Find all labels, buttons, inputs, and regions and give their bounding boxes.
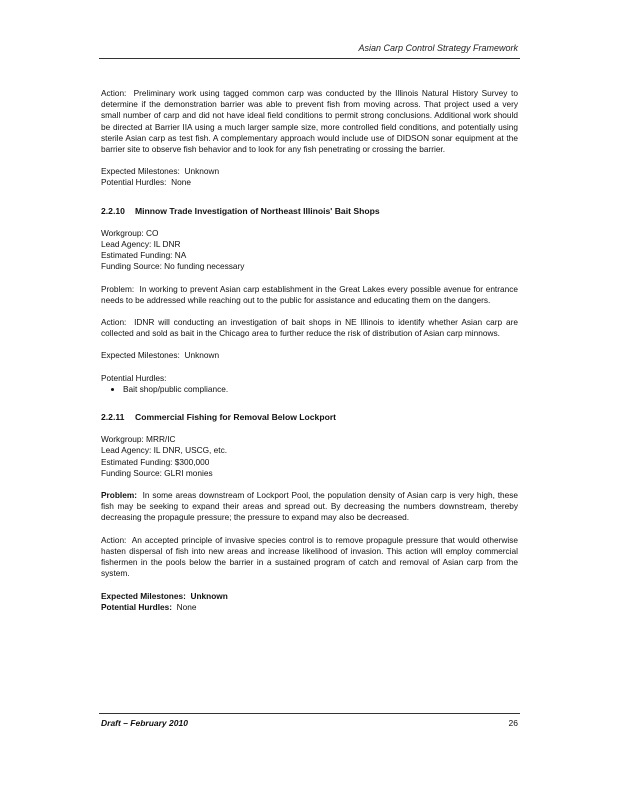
section-2-2-10-milestones: [101, 350, 518, 361]
running-header: Asian Carp Control Strategy Framework: [358, 43, 518, 53]
section-2-2-10-problem: [101, 284, 518, 306]
intro-hurdles: [101, 177, 518, 188]
intro-action-paragraph: [101, 88, 518, 155]
section-2-2-11-estimated-funding: Estimated Funding: $300,000: [101, 456, 210, 467]
section-2-2-11-hurdles-value: None: [176, 601, 197, 612]
section-2-2-10-title: Minnow Trade Investigation of Northeast Illinois' Bait Shops: [135, 205, 380, 216]
intro-action-label: Action:: [101, 88, 127, 98]
intro-milestones: [101, 166, 518, 177]
section-2-2-10-heading: [101, 206, 518, 217]
intro-hurdles-value: None: [171, 177, 191, 188]
section-2-2-10-action-text: IDNR will conducting an investigation of bait shops in NE Illinois to identify whether Asian carp are collected and sold as bait in the Chicago area to further reduce the risk of distribution of Asian carp minnows.: [101, 317, 518, 339]
section-2-2-11-lead-agency: Lead Agency: IL DNR, USCG, etc.: [101, 445, 228, 456]
list-item: • Bait shop/public compliance.: [123, 384, 518, 395]
section-2-2-11-milestones-value: Unknown: [190, 590, 228, 601]
section-2-2-10-action: [101, 317, 518, 339]
section-2-2-11-action-label: Action:: [101, 534, 127, 545]
section-2-2-11-problem-label: Problem:: [101, 490, 137, 501]
section-2-2-10-milestones-value: Unknown: [184, 350, 220, 361]
section-2-2-10-meta: [101, 228, 518, 273]
section-2-2-11-hurdles-label: Potential Hurdles:: [101, 601, 172, 612]
section-2-2-11-milestones: [101, 591, 518, 602]
section-2-2-10-problem-label: Problem:: [101, 283, 135, 294]
section-2-2-10-funding-source: Funding Source: No funding necessary: [101, 261, 245, 272]
section-2-2-11-title: Commercial Fishing for Removal Below Lockport: [135, 412, 337, 423]
section-2-2-11-hurdles: [101, 602, 518, 613]
intro-milestones-value: Unknown: [184, 166, 220, 177]
section-2-2-11-heading: [101, 412, 518, 423]
page-content: [101, 88, 518, 613]
page-number: 26: [508, 718, 518, 728]
section-2-2-11-funding-source: Funding Source: GLRI monies: [101, 467, 213, 478]
section-2-2-11-action-text: An accepted principle of invasive species control is to remove propagule pressure that would otherwise hasten dispersal of fish into new areas and increase likelihood of invasion. This action will employ commercial fishermen in the pools below the barrier in a sustained program of catch and removal of Asian carp from the system.: [101, 534, 518, 579]
section-2-2-11-meta: [101, 434, 518, 479]
section-2-2-11-milestones-label: Expected Milestones:: [101, 590, 186, 601]
section-2-2-11-workgroup: Workgroup: MRR/IC: [101, 434, 176, 445]
section-2-2-10-estimated-funding: Estimated Funding: NA: [101, 250, 187, 261]
intro-milestones-label: Expected Milestones:: [101, 166, 180, 177]
section-2-2-11-problem: [101, 490, 518, 524]
intro-action-text: Preliminary work using tagged common carp was conducted by the Illinois Natural History Survey to determine if the demonstration barrier was able to prevent fish from moving across. That project used a very small number of carp and did not have ideal field conditions to permit strong conclusions. Additional work should be directed at Barrier IIA using a much larger sample size, more controlled field conditions, and potentially using sterile Asian carp as test fish. A complementary approach would include use of DIDSON sonar equipment at the barrier site to observe fish behavior and to look for any fish penetrating or crossing the barrier.: [101, 88, 518, 155]
header-rule: [99, 58, 520, 59]
section-2-2-11-action: [101, 535, 518, 580]
section-2-2-10-problem-text: In working to prevent Asian carp establishment in the Great Lakes every possible avenue for entrance needs to be addressed while reaching out to the public for assistance and educating them on the dangers.: [101, 283, 518, 305]
section-2-2-11-number: 2.2.11: [101, 412, 125, 423]
footer-rule: [99, 713, 520, 714]
section-2-2-10-workgroup: Workgroup: CO: [101, 227, 159, 238]
section-2-2-10-milestones-label: Expected Milestones:: [101, 350, 180, 361]
intro-hurdles-label: Potential Hurdles:: [101, 177, 167, 188]
section-2-2-11-problem-text: In some areas downstream of Lockport Pool, the population density of Asian carp is very high, these fish may be seeking to expand their areas and spread out. By decreasing the numbers downstream, thereby decreasing the propagule pressure; the pressure to expand may also be decreased.: [101, 490, 518, 523]
section-2-2-10-action-label: Action:: [101, 317, 127, 328]
section-2-2-10-hurdles-label: Potential Hurdles:: [101, 372, 167, 383]
section-2-2-10-number: 2.2.10: [101, 205, 125, 216]
footer-draft-date: Draft – February 2010: [101, 718, 188, 728]
section-2-2-10-lead-agency: Lead Agency: IL DNR: [101, 239, 181, 250]
section-2-2-10-hurdles-list: [101, 384, 518, 395]
